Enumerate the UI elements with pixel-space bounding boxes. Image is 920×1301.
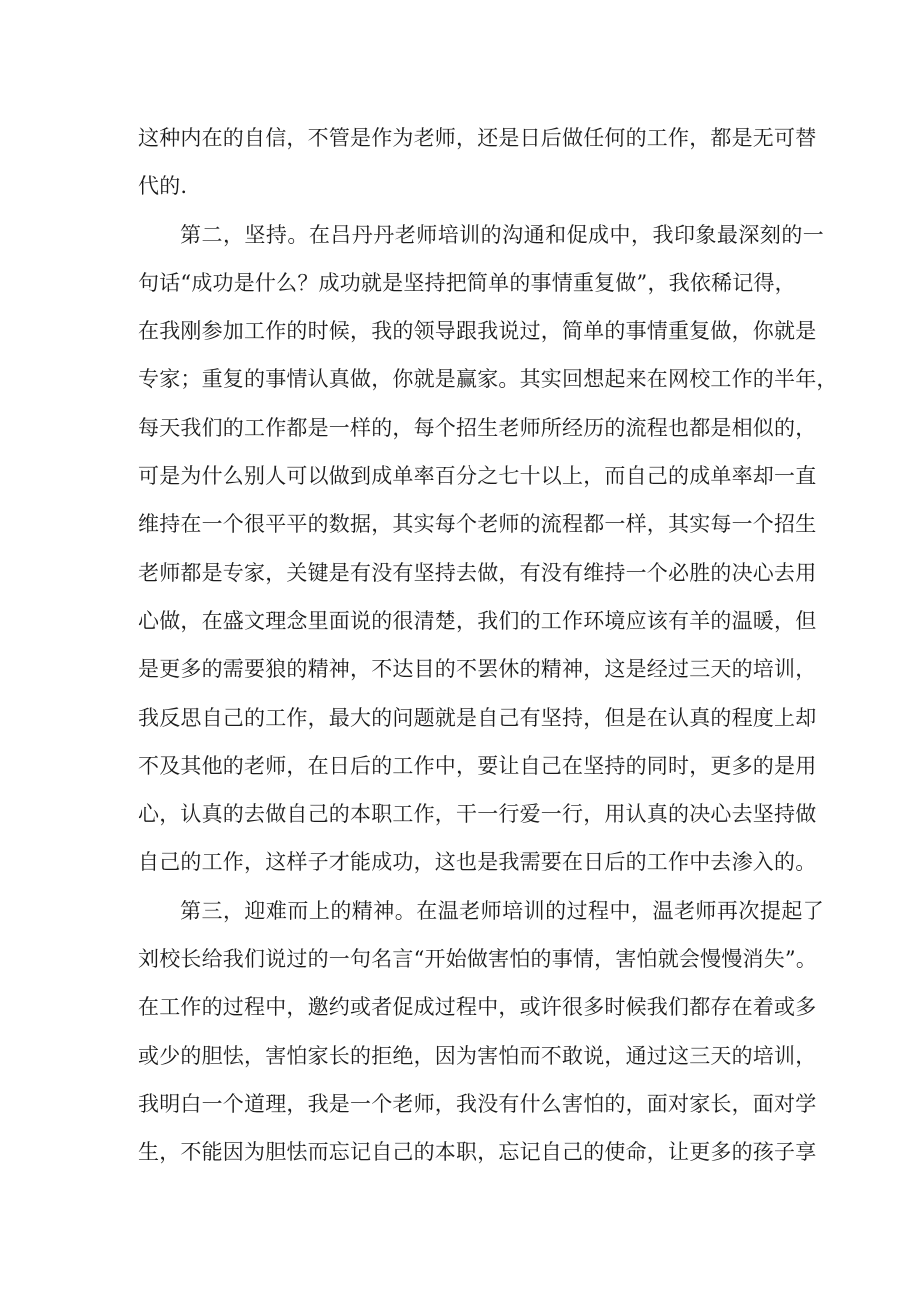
- text-line: 我明白一个道理，我是一个老师，我没有什么害怕的，面对家长，面对学: [138, 1091, 817, 1116]
- text-line: 老师都是专家，关键是有没有坚持去做，有没有维持一个必胜的决心去用: [138, 560, 817, 585]
- text-line: 不及其他的老师，在日后的工作中，要让自己在坚持的同时，更多的是用: [138, 753, 817, 778]
- text-line: 在工作的过程中，邀约或者促成过程中，或许很多时候我们都存在着或多: [138, 995, 817, 1020]
- text-line: 心，认真的去做自己的本职工作，干一行爱一行，用认真的决心去坚持做: [138, 802, 817, 827]
- text-line: 维持在一个很平平的数据，其实每个老师的流程都一样，其实每一个招生: [138, 512, 817, 537]
- text-line: 这种内在的自信，不管是作为老师，还是日后做任何的工作，都是无可替: [138, 126, 817, 150]
- text-line: 生，不能因为胆怯而忘记自己的本职，忘记自己的使命，让更多的孩子享: [138, 1140, 817, 1165]
- paragraph-start-line: 第三，迎难而上的精神。在温老师培训的过程中，温老师再次提起了: [180, 898, 824, 923]
- text-line: 句话“成功是什么？成功就是坚持把简单的事情重复做”，我依稀记得，: [138, 270, 796, 295]
- paragraph-start-line: 第二，坚持。在吕丹丹老师培训的沟通和促成中，我印象最深刻的一: [180, 222, 824, 247]
- body-text: [138, 118, 838, 1181]
- text-line: 可是为什么别人可以做到成单率百分之七十以上，而自己的成单率却一直: [138, 464, 817, 489]
- text-line: 或少的胆怯，害怕家长的拒绝，因为害怕而不敢说，通过这三天的培训，: [138, 1043, 817, 1068]
- text-line: 专家；重复的事情认真做，你就是赢家。其实回想起来在网校工作的半年，: [138, 367, 838, 392]
- text-line: 在我刚参加工作的时候，我的领导跟我说过，简单的事情重复做，你就是: [138, 319, 817, 344]
- text-line: 刘校长给我们说过的一句名言“开始做害怕的事情，害怕就会慢慢消失”。: [138, 947, 818, 972]
- text-line: 我反思自己的工作，最大的问题就是自己有坚持，但是在认真的程度上却: [138, 705, 817, 730]
- text-line: 每天我们的工作都是一样的，每个招生老师所经历的流程也都是相似的，: [138, 415, 817, 440]
- text-line: 代的.: [138, 174, 188, 199]
- text-line: 心做，在盛文理念里面说的很清楚，我们的工作环境应该有羊的温暖，但: [138, 608, 817, 633]
- text-line: 自己的工作，这样子才能成功，这也是我需要在日后的工作中去渗入的。: [138, 850, 817, 875]
- text-line: 是更多的需要狼的精神，不达目的不罢休的精神，这是经过三天的培训，: [138, 657, 817, 682]
